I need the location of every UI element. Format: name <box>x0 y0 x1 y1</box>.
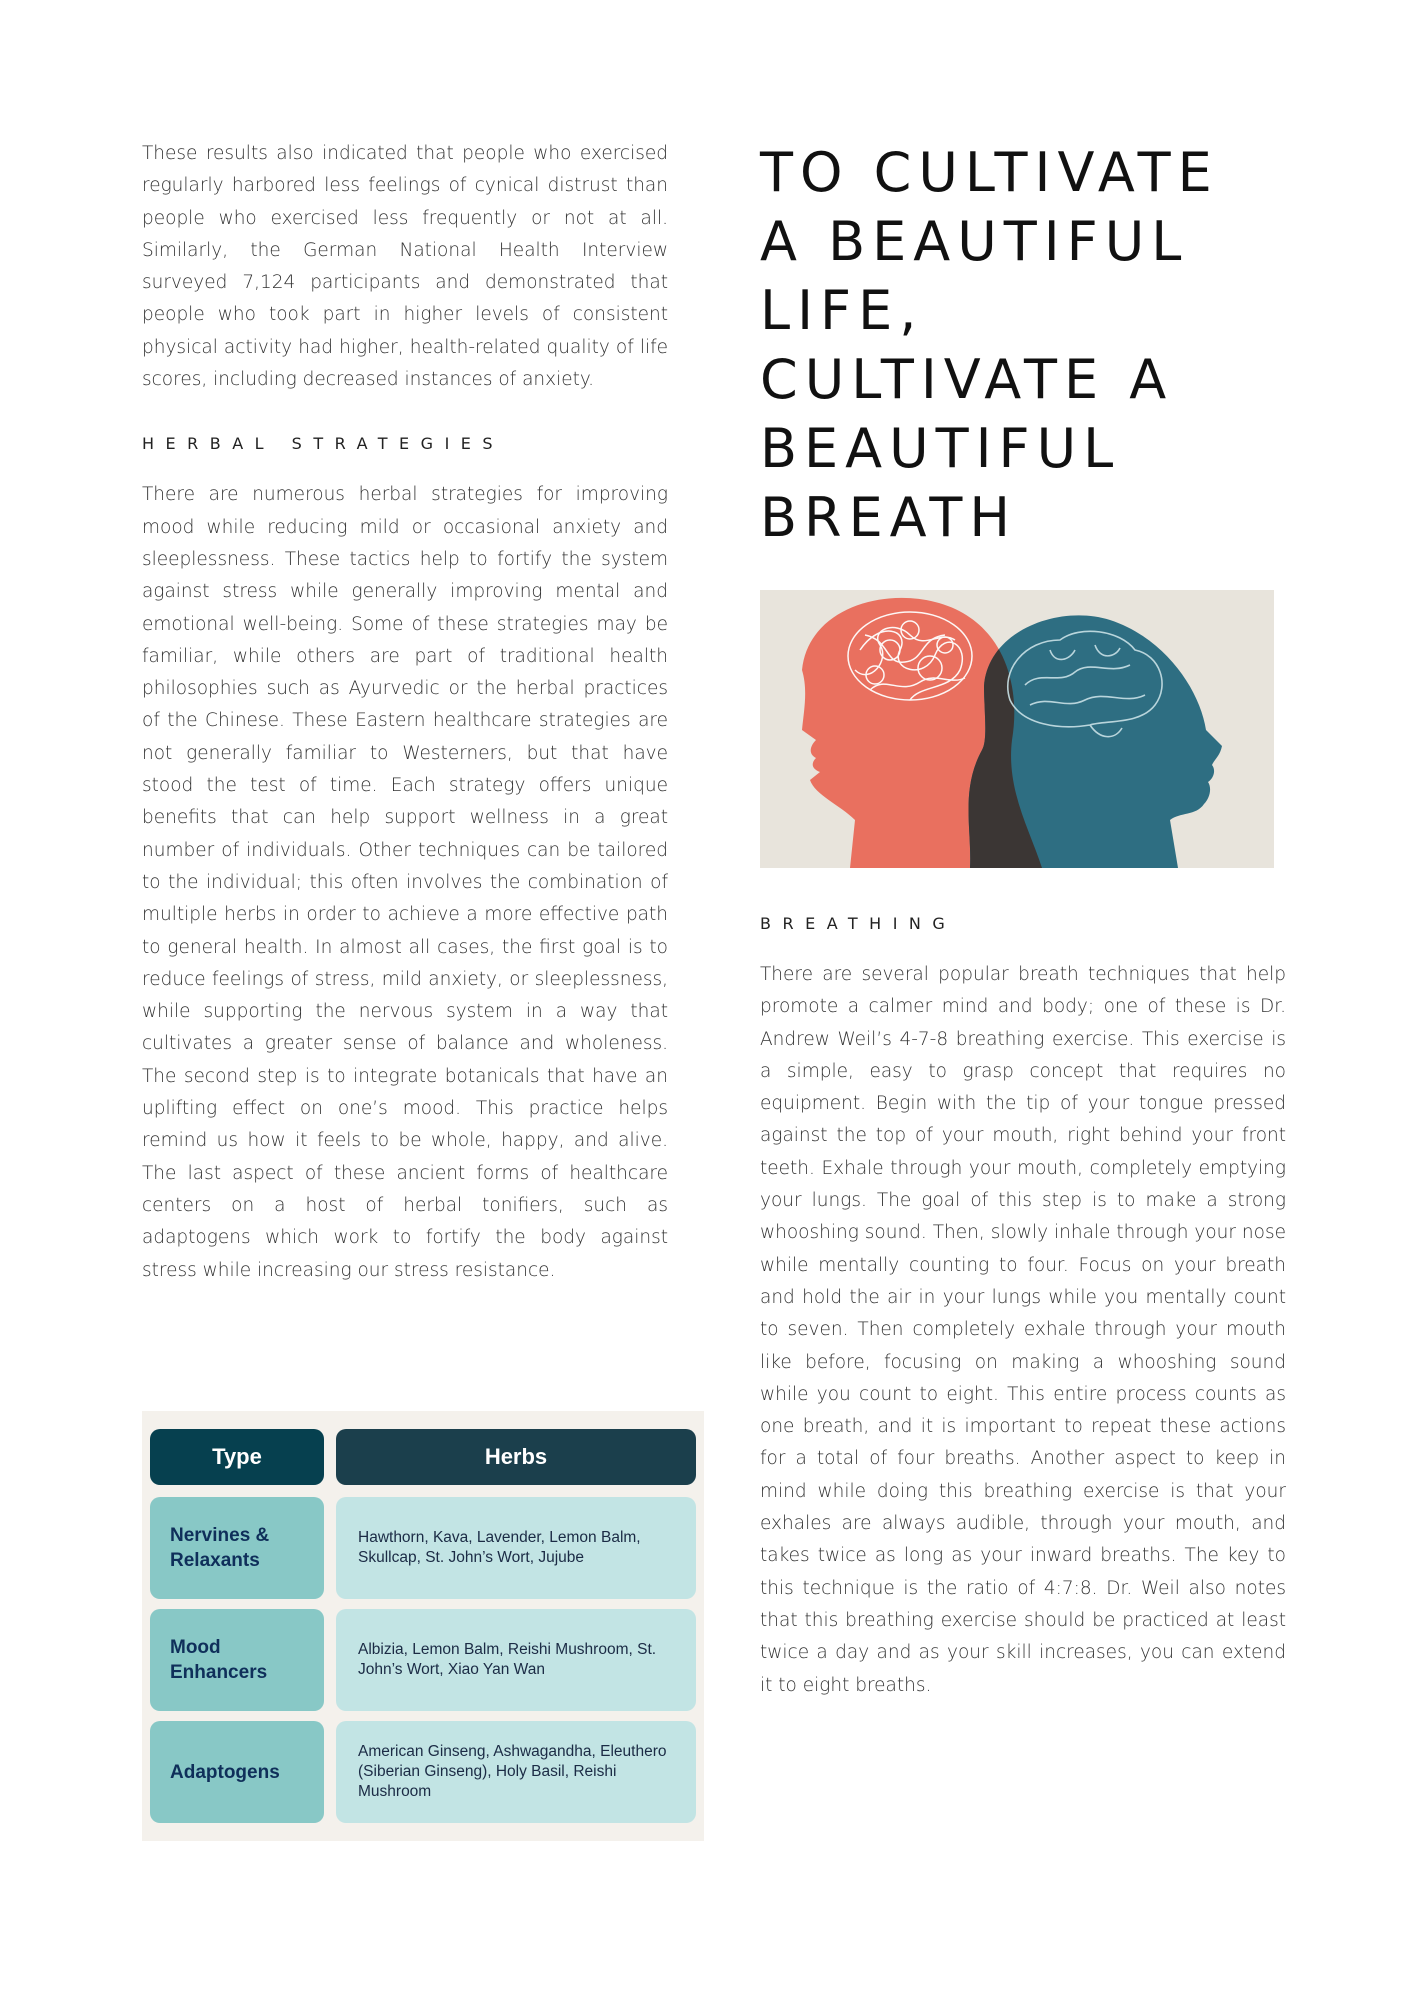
table-row-type: Nervines & Relaxants <box>150 1497 324 1599</box>
table-row-type: Mood Enhancers <box>150 1609 324 1711</box>
table-row-herbs: Albizia, Lemon Balm, Reishi Mushroom, St. John’s Wort, Xiao Yan Wan <box>336 1609 696 1711</box>
intro-paragraph: These results also indicated that people who exercised regularly harbored less feelings of cynical distrust than people who exercised less frequently or not at all. Similarly, the German National Health Interview surveyed 7,124 participants and demonstrated that people who took part in higher levels of consistent physical activity had higher, health-related quality of life scores, including decreased instances of anxiety. <box>142 143 668 391</box>
herbal-strategies-heading: HERBAL STRATEGIES <box>142 434 505 454</box>
two-heads-brain-illustration <box>760 590 1274 868</box>
breathing-heading: BREATHING <box>760 914 957 933</box>
table-row-type: Adaptogens <box>150 1721 324 1823</box>
table-row-herbs: Hawthorn, Kava, Lavender, Lemon Balm, Skullcap, St. John’s Wort, Jujube <box>336 1497 696 1599</box>
two-heads-brain-icon <box>760 590 1274 868</box>
table-row-herbs: American Ginseng, Ashwagandha, Eleuthero (Siberian Ginseng), Holy Basil, Reishi Mushroom <box>336 1721 696 1823</box>
left-column <box>142 138 668 1287</box>
page-headline: TO CULTIVATE A BEAUTIFUL LIFE, CULTIVATE A BEAUTIFUL BREATH <box>760 141 1219 549</box>
right-column <box>760 138 1286 1702</box>
table-header-type: Type <box>150 1429 324 1485</box>
breathing-paragraph: There are several popular breath techniques that help promote a calmer mind and body; one of these is Dr. Andrew Weil’s 4-7-8 breathing exercise. This exercise is a simple, easy to grasp concept that requires no equipment. Begin with the tip of your tongue pressed against the top of your mouth, right behind your front teeth. Exhale through your mouth, completely emptying your lungs. The goal of this step is to make a strong whooshing sound. Then, slowly inhale through your nose while mentally counting to four. Focus on your breath and hold the air in your lungs while you mentally count to seven. Then completely exhale through your mouth like before, focusing on making a whooshing sound while you count to eight. This entire process counts as one breath, and it is important to repeat these actions for a total of four breaths. Another aspect to keep in mind while doing this breathing exercise is that your exhales are always audible, through your mouth, and takes twice as long as your inward breaths. The key to this technique is the ratio of 4:7:8. Dr. Weil also notes that this breathing exercise should be practiced at least twice a day and as your skill increases, you can extend it to eight breaths. <box>760 964 1286 1696</box>
herb-table <box>142 1411 704 1841</box>
table-header-herbs: Herbs <box>336 1429 696 1485</box>
herbal-paragraph: There are numerous herbal strategies for improving mood while reducing mild or occasional anxiety and sleeplessness. These tactics help to fortify the system against stress while generally improving mental and emotional well-being. Some of these strategies may be familiar, while others are part of traditional health philosophies such as Ayurvedic or the herbal practices of the Chinese. These Eastern healthcare strategies are not generally familiar to Westerners, but that have stood the test of time. Each strategy offers unique benefits that can help support wellness in a great number of individuals. Other techniques can be tailored to the individual; this often involves the combination of multiple herbs in order to achieve a more effective path to general health. In almost all cases, the first goal is to reduce feelings of stress, mild anxiety, or sleeplessness, while supporting the nervous system in a way that cultivates a greater sense of balance and wholeness. The second step is to integrate botanicals that have an uplifting effect on one’s mood. This practice helps remind us how it feels to be whole, happy, and alive. The last aspect of these ancient forms of healthcare centers on a host of herbal tonifiers, such as adaptogens which work to fortify the body against stress while increasing our stress resistance. <box>142 484 668 1281</box>
